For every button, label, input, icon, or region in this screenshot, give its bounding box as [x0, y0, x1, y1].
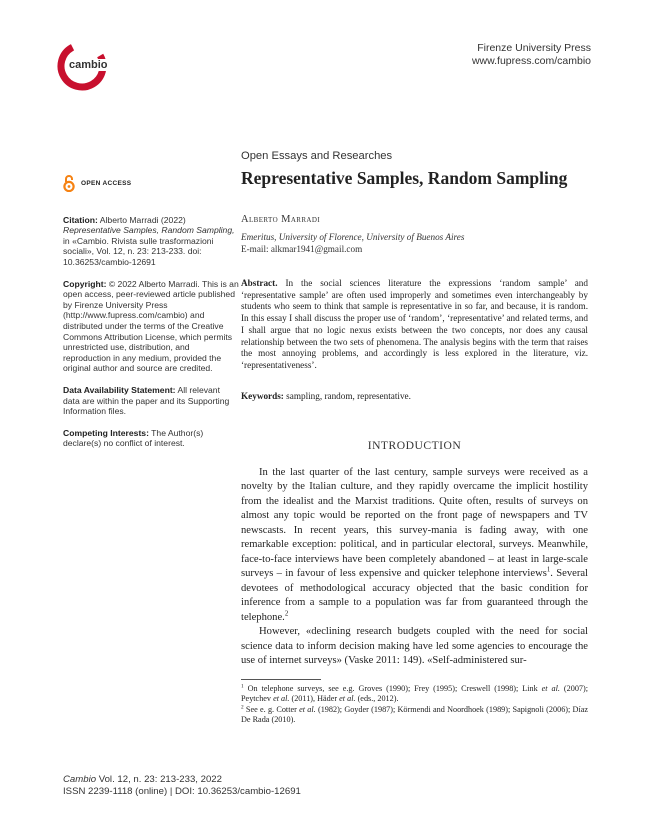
paragraph: However, «declining research budgets coupled with the need for social science data to inform decision making have led some agencies to encourage the use of internet surveys» (Vaske 2011: 149). «Self-administered sur-	[241, 626, 588, 667]
copyright-label: Copyright:	[63, 278, 107, 289]
keywords	[241, 391, 588, 401]
footnote-text: (2007); Peytchev	[241, 683, 589, 704]
paragraph-text: . Several devotees of methodological accuracy objected that the basic condition for inference from a sample to a population was far from guaranteed through the telephone.	[241, 568, 588, 623]
footnote-text: (2011), Häder	[289, 694, 340, 704]
section-label: Open Essays and Researches	[241, 150, 393, 162]
footnote-italic: et al.	[541, 683, 560, 693]
footnote-text: (1982); Goyder (1987); Körmendi and Noordhoek (1989); Sapignoli (2006); Díaz De Rada (2010).	[241, 704, 589, 725]
footnote-1	[241, 684, 588, 705]
footnote-text: , 2012).	[373, 694, 399, 704]
citation-block	[63, 215, 239, 268]
cambio-logo	[56, 40, 108, 92]
data-availability-block	[63, 385, 239, 417]
footnote-2	[241, 705, 588, 726]
body-text	[241, 466, 588, 669]
keywords-label: Keywords:	[241, 390, 284, 401]
footnote-italic: et al.	[273, 694, 290, 704]
footnotes	[241, 684, 588, 726]
competing-interests-text: The Author(s) declare(s) no conflict of interest.	[63, 427, 204, 449]
competing-interests-label: Competing Interests:	[63, 427, 149, 438]
author-name: Alberto Marradi	[241, 214, 321, 225]
open-access-icon	[63, 174, 75, 195]
paragraph	[241, 466, 588, 626]
footer-volume: Vol. 12, n. 23: 213-233, 2022	[96, 774, 222, 785]
footnote-text: See e. g. Cotter	[243, 704, 300, 714]
article-title: Representative Samples, Random Sampling	[241, 168, 568, 188]
footnote-text: On telephone surveys, see e.g. Groves (1990); Frey (1995); Creswell (1998); Link	[243, 683, 542, 693]
footnote-ref-2[interactable]: 2	[284, 610, 289, 618]
footer-issn-doi: ISSN 2239-1118 (online) | DOI: 10.36253/cambio-12691	[63, 786, 301, 797]
footer-journal-name: Cambio	[63, 774, 97, 785]
footnote-italic: et al.	[339, 694, 356, 704]
citation-label: Citation:	[63, 214, 98, 225]
article-main-column	[241, 150, 588, 726]
author-affiliation: Emeritus, University of Florence, University of Buenos Aires	[241, 232, 465, 242]
footnote-number: 1	[241, 682, 244, 689]
abstract-label: Abstract.	[241, 278, 278, 288]
author-email[interactable]: E-mail: alkmar1941@gmail.com	[241, 244, 363, 254]
page-footer	[63, 774, 301, 798]
data-availability-label: Data Availability Statement:	[63, 384, 176, 395]
footer-journal-line	[63, 774, 301, 786]
footnote-italic: et al.	[299, 704, 316, 714]
open-access-badge	[63, 174, 239, 195]
footnote-divider	[241, 679, 321, 680]
publisher-name: Firenze University Press	[477, 42, 591, 54]
competing-interests-block	[63, 428, 239, 449]
data-availability-text: All relevant data are within the paper and its Supporting Information files.	[63, 384, 230, 417]
abstract-text: In the social sciences literature the expressions ‘random sample’ and ‘representative sample’ are often used improperly and sometimes even interchangeably by students who seem to think that sample is representative in so far, and because, it is random. In this essay I shall discuss the proper use of ‘random’, ‘representative’ and related terms, and I shall argue that no logic nexus exists between the two concepts, nor does any causal relationship between the two sets of phenomena. The analysis begins with the term that raises the most annoying problems, and accordingly is less explored in the literature, viz. ‘representativeness’.	[241, 278, 588, 370]
abstract	[241, 278, 588, 372]
citation-rest: in «Cambio. Rivista sulle trasformazioni sociali», Vol. 12, n. 23: 213-233. doi: 10.36253/cambio-12691	[63, 235, 214, 267]
open-access-label: OPEN ACCESS	[81, 180, 132, 187]
copyright-block	[63, 279, 239, 374]
footnote-number: 2	[241, 704, 244, 711]
paragraph-text: In the last quarter of the last century, sample surveys were received as a novelty by the Italian culture, and they rapidly overcame the implicit hostility from the idealist and the Marxist traditions. Quite often, results of surveys on almost any topic would be reported on the front page of newspapers and TV newscasts. In recent years, this survey-mania is fading away, with one remarkable exception: political, and in particular electoral, surveys. Meanwhile, face-to-face interviews have been completely abandoned – at least in large-scale surveys – in favour of less expensive and quicker telephone interviews	[241, 466, 588, 580]
copyright-text: © 2022 Alberto Marradi. This is an open access, peer-reviewed article published by Firenze University Press (http://www.fupress.com/cambio) and distributed under the terms of the Creative Commons Attribution License, which permits unrestricted use, distribution, and reproduction in any medium, provided the original author and source are credited.	[63, 278, 239, 374]
section-heading-introduction: INTRODUCTION	[367, 438, 462, 452]
keywords-text: sampling, random, representative.	[283, 390, 411, 401]
article-metadata-column	[63, 174, 239, 460]
footnote-ref-1[interactable]: 1	[546, 566, 551, 574]
citation-title: Representative Samples, Random Sampling,	[63, 225, 235, 236]
footnote-text: (eds.	[355, 694, 374, 704]
publisher-url[interactable]: www.fupress.com/cambio	[471, 55, 591, 67]
citation-author-year: Alberto Marradi (2022)	[97, 214, 186, 225]
logo-text: cambio	[69, 59, 108, 71]
publisher-info	[472, 42, 591, 68]
